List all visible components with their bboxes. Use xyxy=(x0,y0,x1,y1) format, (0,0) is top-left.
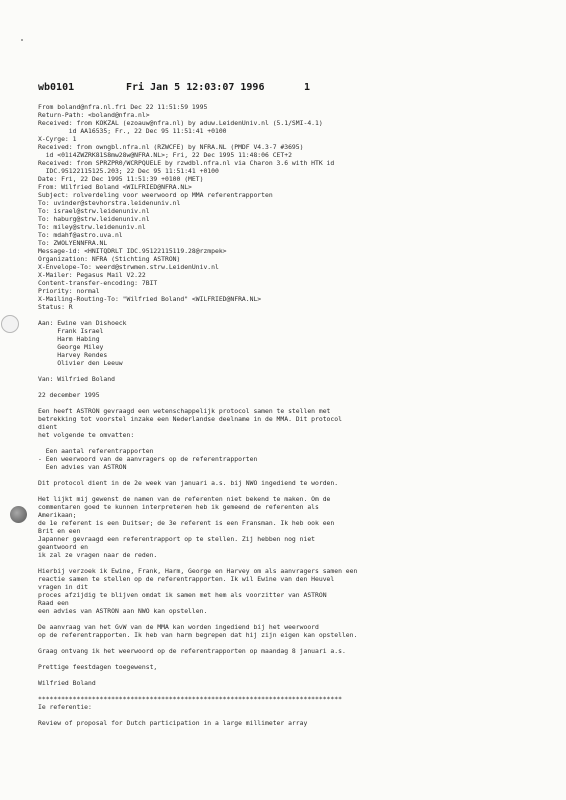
date-line: 22 december 1995 xyxy=(38,391,100,399)
mail-header-line: X-Cyrge: 1 xyxy=(38,135,77,143)
mail-header-line: Message-id: <HNITQDRLT IDC.95122115119.28@rzmpek> xyxy=(38,247,227,255)
paragraph-line: reactie samen te stellen op de referentrapporten. Ik wil Ewine van den Heuvel xyxy=(38,575,335,583)
mail-header-line: To: israel@strw.leidenuniv.nl xyxy=(38,207,150,215)
mail-header-line: id AA16535; Fr., 22 Dec 95 11:51:41 +0100 xyxy=(38,127,227,135)
mail-header-line: X-Envelope-To: weerd@strwmen.strw.LeidenUniv.nl xyxy=(38,263,219,271)
mail-header-line: To: ZWOLYENNFRA.NL xyxy=(38,239,108,247)
recipient-line: George Miley xyxy=(38,343,104,351)
recipient-line: Olivier den Leeuw xyxy=(38,359,123,367)
from-line: Van: Wilfried Boland xyxy=(38,375,115,383)
print-header xyxy=(38,78,538,98)
paragraph-line: op de referentrapporten. Ik heb van harm begrepen dat hij zijn eigen kan opstellen. xyxy=(38,631,358,639)
paragraph-line: Het lijkt mij gewenst de namen van de referenten niet bekend te maken. Om de xyxy=(38,495,331,503)
mail-header-line: Received: from KOKZAL (ezoauw@nfra.nl) by aduw.LeidenUniv.nl (5.1/SMI-4.1) xyxy=(38,119,323,127)
review-title-line: Review of proposal for Dutch participation in a large millimeter array xyxy=(38,719,308,727)
protocol-list xyxy=(38,447,538,471)
mail-headers xyxy=(38,103,538,311)
paragraph-deadline: Dit protocol dient in de 2e week van januari a.s. bij NWO ingediend te worden. xyxy=(38,479,339,487)
paragraph-line: geantwoord en xyxy=(38,543,89,551)
mail-header-line: From: Wilfried Boland <WILFRIED@NFRA.NL> xyxy=(38,183,192,191)
paragraph-line: een advies van ASTRON aan NWO kan opstellen. xyxy=(38,607,208,615)
mail-header-line: IDC.95122115125.203; 22 Dec 95 11:51:41 +0100 xyxy=(38,167,219,175)
mail-header-line: Subject: rolverdeling voor weerwoord op MMA referentrapporten xyxy=(38,191,273,199)
mail-header-line: Organization: NFRA (Stichting ASTRON) xyxy=(38,255,181,263)
paragraph-send xyxy=(38,623,538,639)
paragraph-line: Een heeft ASTRON gevraagd een wetenschappelijk protocol samen te stellen met xyxy=(38,407,331,415)
recipient-line: Aan: Ewine van Dishoeck xyxy=(38,319,127,327)
paragraph-line: de 1e referent is een Duitser; de 3e referent is een Fransman. Ik heb ook een xyxy=(38,519,335,527)
mail-header-line: Content-transfer-encoding: 7BIT xyxy=(38,279,158,287)
mail-header-line: Received: from SPRZPR0/WCRPQUELE by rzwdbl.nfra.nl via Charon 3.6 with HTK id xyxy=(38,159,335,167)
mail-header-line: From boland@nfra.nl.fri Dec 22 11:51:59 1995 xyxy=(38,103,208,111)
scan-speck xyxy=(21,39,23,41)
paragraph-line: ik zal ze vragen naar de reden. xyxy=(38,551,158,559)
header-page-number: 1 xyxy=(304,82,311,93)
paragraph-request xyxy=(38,567,538,615)
paragraph-line: Amerikaan; xyxy=(38,511,77,519)
paragraph-line: vragen in dit xyxy=(38,583,89,591)
paragraph-intro xyxy=(38,407,538,439)
punch-hole-bottom xyxy=(10,506,27,523)
paragraph-line: Brit en een xyxy=(38,527,81,535)
paragraph-reply: Graag ontvang ik het weerwoord op de referentrapporten op maandag 8 januari a.s. xyxy=(38,647,346,655)
mail-header-line: To: miley@strw.leidenuniv.nl xyxy=(38,223,146,231)
recipients-block xyxy=(38,319,538,367)
mail-header-line: To: haburg@strw.leidenuniv.nl xyxy=(38,215,150,223)
mail-header-line: Date: Fri, 22 Dec 1995 11:51:39 +0100 (MET) xyxy=(38,175,204,183)
mail-header-line: To: uvinder@stevhorstra.leidenuniv.nl xyxy=(38,199,181,207)
paragraph-line: betrekking tot voorstel inzake een Nederlandse deelname in de MMA. Dit protocol xyxy=(38,415,342,423)
recipient-line: Harm Habing xyxy=(38,335,100,343)
paragraph-line: commentaren goed te kunnen interpreteren heb ik gemeend de referenten als xyxy=(38,503,319,511)
separator-rule: ******************************************************************************* xyxy=(38,695,342,703)
mail-header-line: Status: R xyxy=(38,303,73,311)
mail-header-line: Received: from owngbl.nfra.nl (RZWCFE) by NFRA.NL (PMDF V4.3-7 #3695) xyxy=(38,143,304,151)
document-body xyxy=(38,78,538,727)
mail-header-line: X-Mailer: Pegasus Mail V2.22 xyxy=(38,271,146,279)
paragraph-line: het volgende te omvatten: xyxy=(38,431,135,439)
paragraph-names xyxy=(38,495,538,559)
signature: Wilfried Boland xyxy=(38,679,96,687)
mail-header-line: X-Mailing-Routing-To: "Wilfried Boland" <WILFRIED@NFRA.NL> xyxy=(38,295,262,303)
punch-hole-top xyxy=(1,315,19,333)
recipient-line: Frank Israel xyxy=(38,327,104,335)
paragraph-line: dient xyxy=(38,423,58,431)
paragraph-line: Japanner gevraagd een referentrapport op te stellen. Zij hebben nog niet xyxy=(38,535,316,543)
header-file-id: wb0101 xyxy=(38,82,75,93)
paragraph-line: De aanvraag van het GvW van de MMA kan worden ingediend bij het weerwoord xyxy=(38,623,319,631)
list-item: Een aantal referentrapporten xyxy=(38,447,154,455)
header-datetime: Fri Jan 5 12:03:07 1996 xyxy=(126,82,265,93)
mail-header-line: Priority: normal xyxy=(38,287,100,295)
paragraph-line: Hierbij verzoek ik Ewine, Frank, Harm, George en Harvey om als aanvragers samen een xyxy=(38,567,358,575)
paragraph-line: Raad een xyxy=(38,599,69,607)
mail-header-line: Return-Path: <boland@nfra.nl> xyxy=(38,111,150,119)
mail-header-line: To: mdahf@astro.uva.nl xyxy=(38,231,123,239)
mail-header-line: id <01i4ZWZRK81S8mw28w@NFRA.NL>; Fri, 22 Dec 1995 11:48:06 CET+2 xyxy=(38,151,292,159)
list-item: Een advies van ASTRON xyxy=(38,463,127,471)
paragraph-line: proces afzijdig te blijven omdat ik samen met hem als voorzitter van ASTRON xyxy=(38,591,327,599)
recipient-line: Harvey Rendes xyxy=(38,351,108,359)
list-item: - Een weerwoord van de aanvragers op de referentrapporten xyxy=(38,455,258,463)
closing-line: Prettige feestdagen toegewenst, xyxy=(38,663,158,671)
section-label: Ie referentie: xyxy=(38,703,92,711)
